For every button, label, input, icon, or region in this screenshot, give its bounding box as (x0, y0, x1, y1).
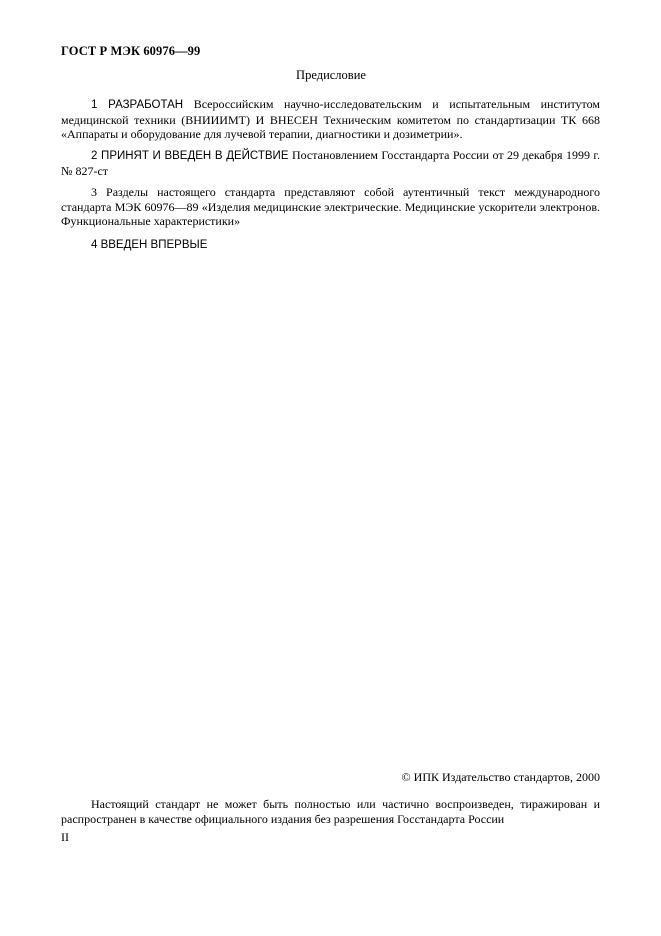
copyright-line: © ИПК Издательство стандартов, 2000 (401, 770, 600, 784)
foreword-item-2-lead: 2 ПРИНЯТ И ВВЕДЕН В ДЕЙСТВИЕ (91, 150, 289, 162)
foreword-item-1-text: Всероссийским научно-исследовательским и испытательным институтом медицинской техники (ВНИИИМТ) И ВНЕСЕН Техническим комитетом по стандартизации ТК 668 «Аппараты и оборудование для лучевой терапии, диагностики и дозиметрии». (61, 97, 600, 141)
foreword-item-2-text: Постановлением Госстандарта России от 29 декабря 1999 г. № 827-ст (61, 148, 600, 178)
document-id-header: ГОСТ Р МЭК 60976—99 (61, 44, 201, 58)
foreword-item-4 (61, 237, 600, 253)
foreword-item-4-lead: 4 ВВЕДЕН ВПЕРВЫЕ (91, 239, 208, 251)
foreword-item-3 (61, 185, 600, 229)
foreword-item-3-text: 3 Разделы настоящего стандарта представляют собой аутентичный текст международного стандарта МЭК 60976—89 «Изделия медицинские электрические. Медицинские ускорители электронов. Функциональные характеристики» (61, 185, 600, 228)
foreword-title: Предисловие (296, 68, 366, 82)
foreword-item-1-lead: 1 РАЗРАБОТАН (91, 99, 184, 111)
reproduction-notice: Настоящий стандарт не может быть полностью или частично воспроизведен, тиражирован и распространен в качестве официального издания без разрешения Госстандарта России (61, 797, 600, 826)
foreword-item-2 (61, 148, 600, 178)
page-number: II (61, 830, 69, 844)
foreword-item-1 (61, 97, 600, 142)
